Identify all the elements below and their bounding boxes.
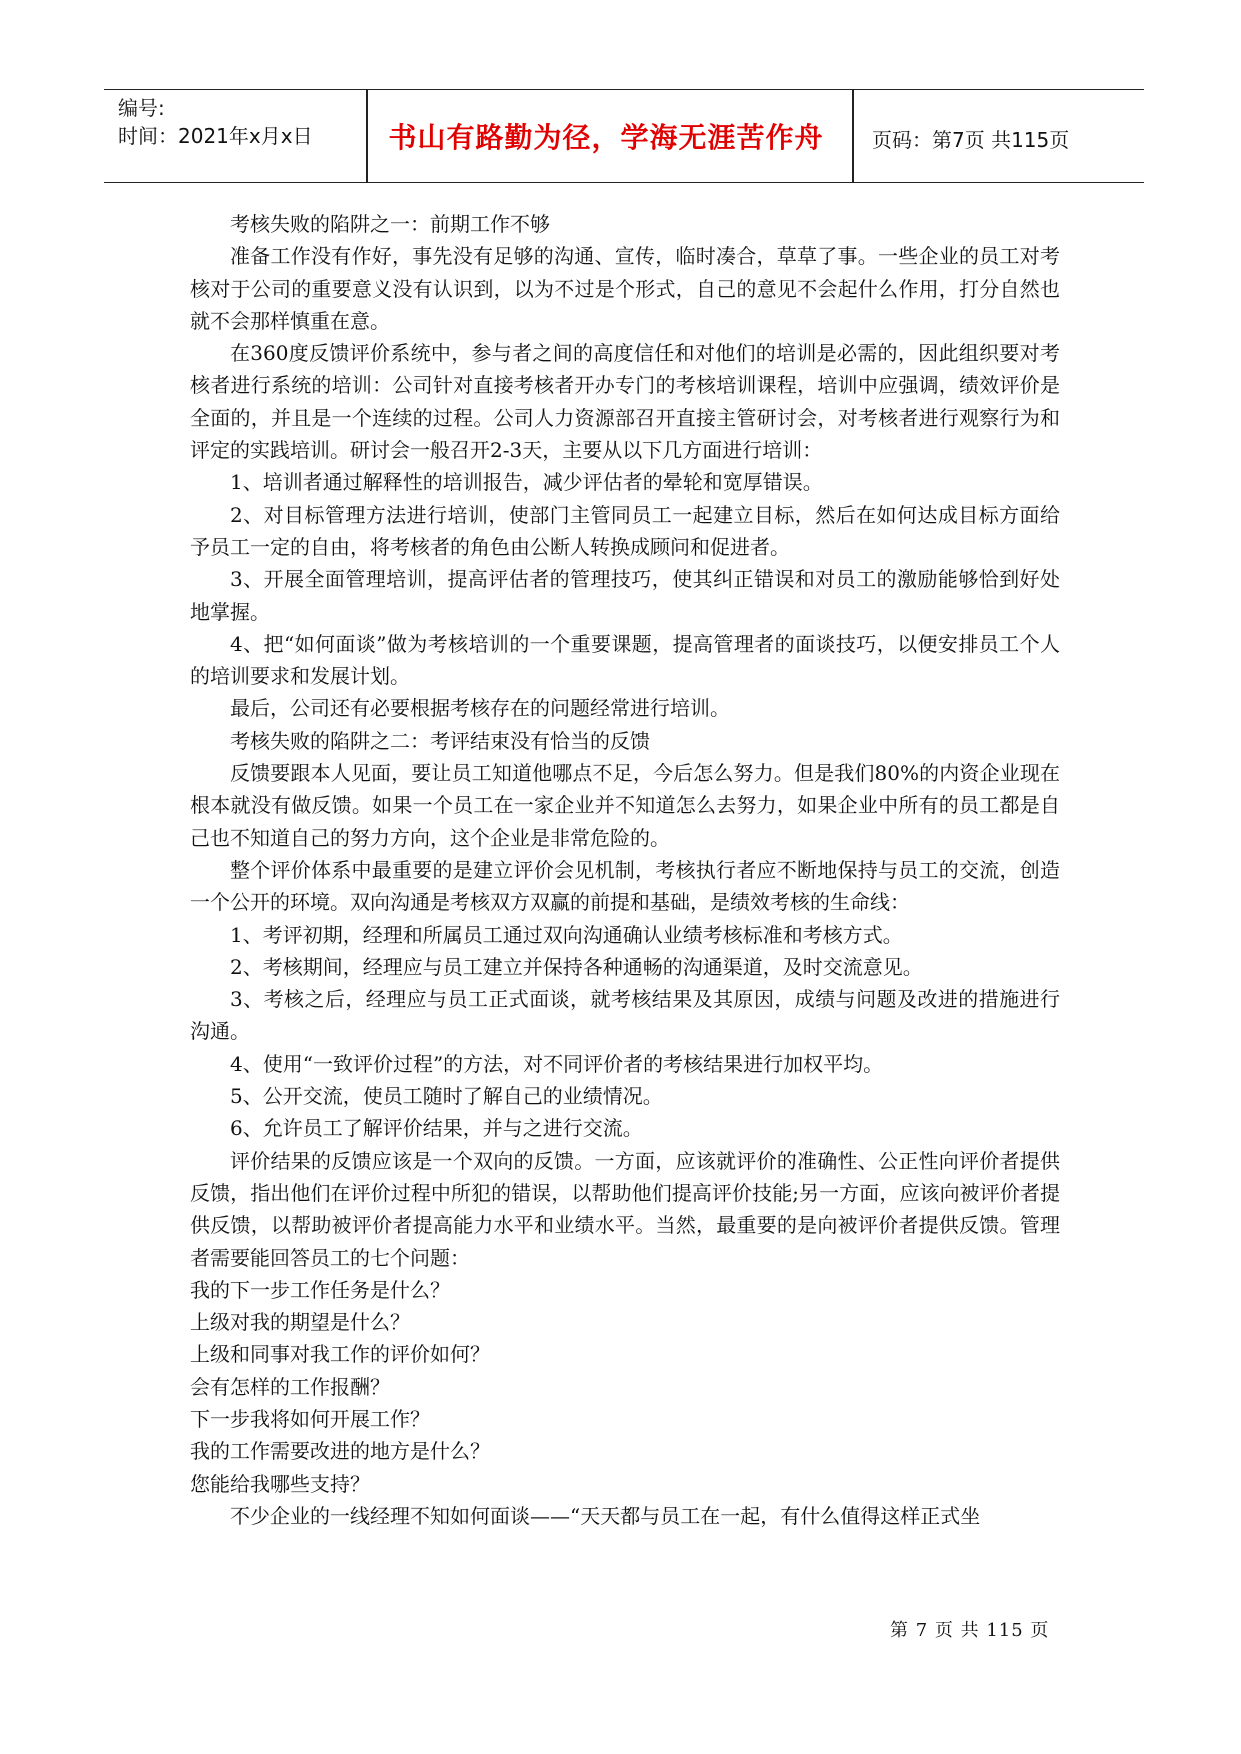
- paragraph: 最后，公司还有必要根据考核存在的问题经常进行培训。: [230, 696, 730, 721]
- header-page-info: 页码：第7页 共115页: [872, 128, 1070, 152]
- header-divider: [852, 90, 854, 182]
- paragraph: 考核失败的陷阱之二：考评结束没有恰当的反馈: [230, 728, 650, 753]
- paragraph: 下一步我将如何开展工作？: [190, 1406, 430, 1431]
- paragraph: 不少企业的一线经理不知如何面谈——“天天都与员工在一起，有什么值得这样正式坐: [230, 1503, 981, 1528]
- paragraph: 5、公开交流，使员工随时了解自己的业绩情况。: [230, 1084, 663, 1109]
- paragraph: 4、把“如何面谈”做为考核培训的一个重要课题，提高管理者的面谈技巧，以便安排员工个人的培训要求和发展计划。: [190, 631, 1060, 689]
- paragraph: 整个评价体系中最重要的是建立评价会见机制，考核执行者应不断地保持与员工的交流，创造一个公开的环境。双向沟通是考核双方双赢的前提和基础，是绩效考核的生命线：: [190, 857, 1060, 915]
- time-label: 时间：2021年x月x日: [118, 124, 313, 148]
- paragraph: 2、考核期间，经理应与员工建立并保持各种通畅的沟通渠道，及时交流意见。: [230, 954, 923, 979]
- paragraph: 3、考核之后，经理应与员工正式面谈，就考核结果及其原因，成绩与问题及改进的措施进行沟通。: [190, 987, 1060, 1044]
- header-meta: [118, 94, 313, 150]
- paragraph: 4、使用“一致评价过程”的方法，对不同评价者的考核结果进行加权平均。: [230, 1051, 884, 1076]
- paragraph: 准备工作没有作好，事先没有足够的沟通、宣传，临时凑合，草草了事。一些企业的员工对考核对于公司的重要意义没有认识到，以为不过是个形式，自己的意见不会起什么作用，打分自然也就不会那样慎重在意。: [190, 244, 1060, 333]
- page-footer: 第 7 页 共 115 页: [890, 1620, 1050, 1641]
- paragraph: 1、培训者通过解释性的培训报告，减少评估者的晕轮和宽厚错误。: [230, 470, 823, 495]
- paragraph: 会有怎样的工作报酬？: [190, 1374, 390, 1399]
- paragraph: 上级对我的期望是什么？: [190, 1310, 410, 1335]
- paragraph: 考核失败的陷阱之一：前期工作不够: [230, 212, 550, 236]
- paragraph: 我的下一步工作任务是什么？: [190, 1277, 450, 1302]
- paragraph: 2、对目标管理方法进行培训，使部门主管同员工一起建立目标，然后在如何达成目标方面给予员工一定的自由，将考核者的角色由公断人转换成顾问和促进者。: [190, 502, 1060, 559]
- paragraph: 1、考评初期，经理和所属员工通过双向沟通确认业绩考核标准和考核方式。: [230, 922, 903, 947]
- paragraph: 在360度反馈评价系统中，参与者之间的高度信任和对他们的培训是必需的，因此组织要对考核者进行系统的培训：公司针对直接考核者开办专门的考核培训课程，培训中应强调，绩效评价是全面的，并且是一个连续的过程。公司人力资源部召开直接主管研讨会，对考核者进行观察行为和评定的实践培训。研讨会一般召开2-3天，主要从以下几方面进行培训：: [190, 341, 1060, 463]
- paragraph: 上级和同事对我工作的评价如何？: [190, 1342, 490, 1367]
- paragraph: 评价结果的反馈应该是一个双向的反馈。一方面，应该就评价的准确性、公正性向评价者提供反馈，指出他们在评价过程中所犯的错误，以帮助他们提高评价技能;另一方面，应该向被评价者提供反馈，以帮助被评价者提高能力水平和业绩水平。当然，最重要的是向被评价者提供反馈。管理者需要能回答员工的七个问题：: [190, 1148, 1060, 1270]
- document-body: [190, 208, 1060, 1532]
- header-motto: 书山有路勤为径，学海无涯苦作舟: [388, 121, 824, 154]
- number-label: 编号:: [118, 96, 165, 120]
- paragraph: 3、开展全面管理培训，提高评估者的管理技巧，使其纠正错误和对员工的激励能够恰到好处地掌握。: [190, 567, 1060, 624]
- paragraph: 您能给我哪些支持？: [190, 1471, 370, 1496]
- document-header: [104, 89, 1144, 183]
- paragraph: 6、允许员工了解评价结果，并与之进行交流。: [230, 1116, 643, 1141]
- paragraph: 我的工作需要改进的地方是什么？: [190, 1439, 490, 1464]
- paragraph: 反馈要跟本人见面，要让员工知道他哪点不足，今后怎么努力。但是我们80%的内资企业现在根本就没有做反馈。如果一个员工在一家企业并不知道怎么去努力，如果企业中所有的员工都是自己也不知道自己的努力方向，这个企业是非常危险的。: [190, 761, 1060, 850]
